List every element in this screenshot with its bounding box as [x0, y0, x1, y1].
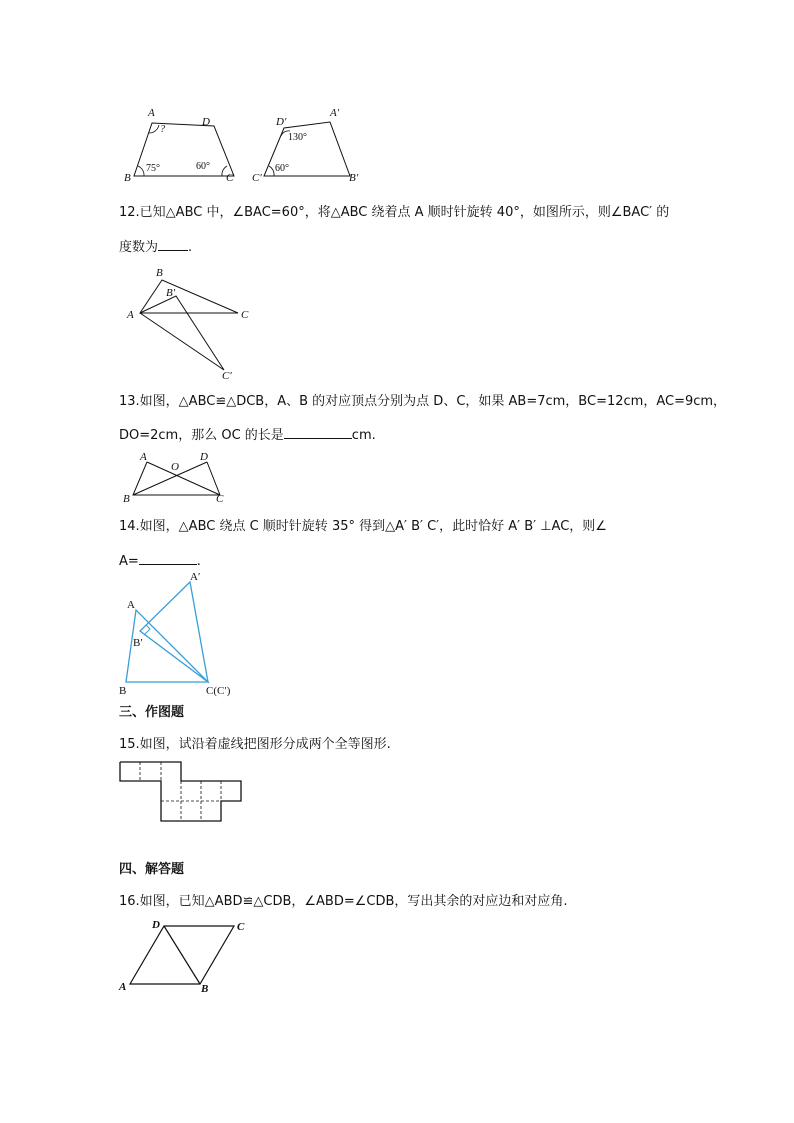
- section-3-title: 三、作图题: [119, 705, 185, 720]
- vertex-label-B-prime: B′: [166, 287, 176, 299]
- question-13-line2: [119, 426, 376, 444]
- vertex-label-O: O: [171, 461, 179, 473]
- vertex-label-D: D: [200, 451, 208, 463]
- vertex-label-A: A: [127, 599, 135, 611]
- vertex-label-B: B: [123, 493, 130, 505]
- vertex-label-A: A: [119, 981, 127, 993]
- vertex-label-C: C: [237, 921, 245, 933]
- question-14-end: .: [196, 554, 201, 569]
- vertex-label-C: C: [226, 172, 234, 184]
- question-12-end: .: [188, 240, 193, 255]
- vertex-label-C-prime: C′: [222, 370, 232, 382]
- question-12-line1: 12.已知△ABC 中，∠BAC=60°，将△ABC 绕着点 A 顺时针旋转 40°，如图所示，则∠BAC′ 的: [119, 205, 670, 220]
- vertex-label-A-prime: A′: [190, 571, 201, 583]
- rotation-figure-blue: [116, 570, 256, 698]
- question-14-line2: [119, 552, 201, 570]
- answer-blank[interactable]: [139, 552, 197, 565]
- vertex-label-A-prime: A′: [330, 107, 340, 119]
- vertex-label-B: B: [156, 267, 163, 279]
- vertex-label-B-prime: B′: [349, 172, 359, 184]
- answer-blank[interactable]: [158, 238, 188, 251]
- vertex-label-A: A: [148, 107, 155, 119]
- grid-shape-figure: [119, 761, 249, 827]
- vertex-label-D: D: [202, 116, 210, 128]
- answer-blank[interactable]: [284, 426, 352, 439]
- vertex-label-B-prime: B′: [133, 637, 143, 649]
- vertex-label-B: B: [201, 983, 209, 995]
- question-13-prefix: DO=2cm，那么 OC 的长是: [119, 428, 284, 443]
- question-14-prefix: A=: [119, 554, 139, 569]
- vertex-label-D-prime: D′: [276, 116, 287, 128]
- parallelogram-figure: [118, 919, 258, 995]
- quadrilateral-figure: [118, 104, 378, 184]
- vertex-label-A: A: [140, 451, 147, 463]
- vertex-label-C: C(C′): [206, 685, 231, 697]
- angle-c-prime-label: 60°: [275, 163, 289, 174]
- angle-d-prime-label: 130°: [288, 132, 307, 143]
- question-13-line1: 13.如图，△ABC≌△DCB，A、B 的对应顶点分别为点 D、C，如果 AB=7cm，BC=12cm，AC=9cm，: [119, 394, 727, 409]
- angle-b-label: 75°: [146, 163, 160, 174]
- question-16-text: 16.如图，已知△ABD≌△CDB，∠ABD=∠CDB，写出其余的对应边和对应角.: [119, 894, 568, 909]
- vertex-label-D: D: [152, 919, 160, 931]
- vertex-label-B: B: [124, 172, 131, 184]
- vertex-label-B: B: [119, 685, 127, 697]
- question-12-prefix: 度数为: [119, 240, 159, 255]
- vertex-label-C-prime: C′: [252, 172, 262, 184]
- vertex-label-C: C: [216, 493, 224, 505]
- congruent-triangles-figure: [122, 452, 232, 504]
- question-12-line2: [119, 238, 192, 256]
- vertex-label-C: C: [241, 309, 249, 321]
- question-13-end: cm.: [351, 428, 376, 443]
- angle-c-label: 60°: [196, 161, 210, 172]
- question-14-line1: 14.如图，△ABC 绕点 C 顺时针旋转 35° 得到△A′ B′ C′，此时恰好 A′ B′ ⊥AC，则∠: [119, 519, 607, 534]
- section-4-title: 四、解答题: [119, 862, 185, 877]
- question-15-text: 15.如图，试沿着虚线把图形分成两个全等图形.: [119, 737, 391, 752]
- vertex-label-A: A: [127, 309, 134, 321]
- unknown-angle-label: ?: [160, 124, 165, 135]
- rotation-triangle-figure: [124, 266, 264, 386]
